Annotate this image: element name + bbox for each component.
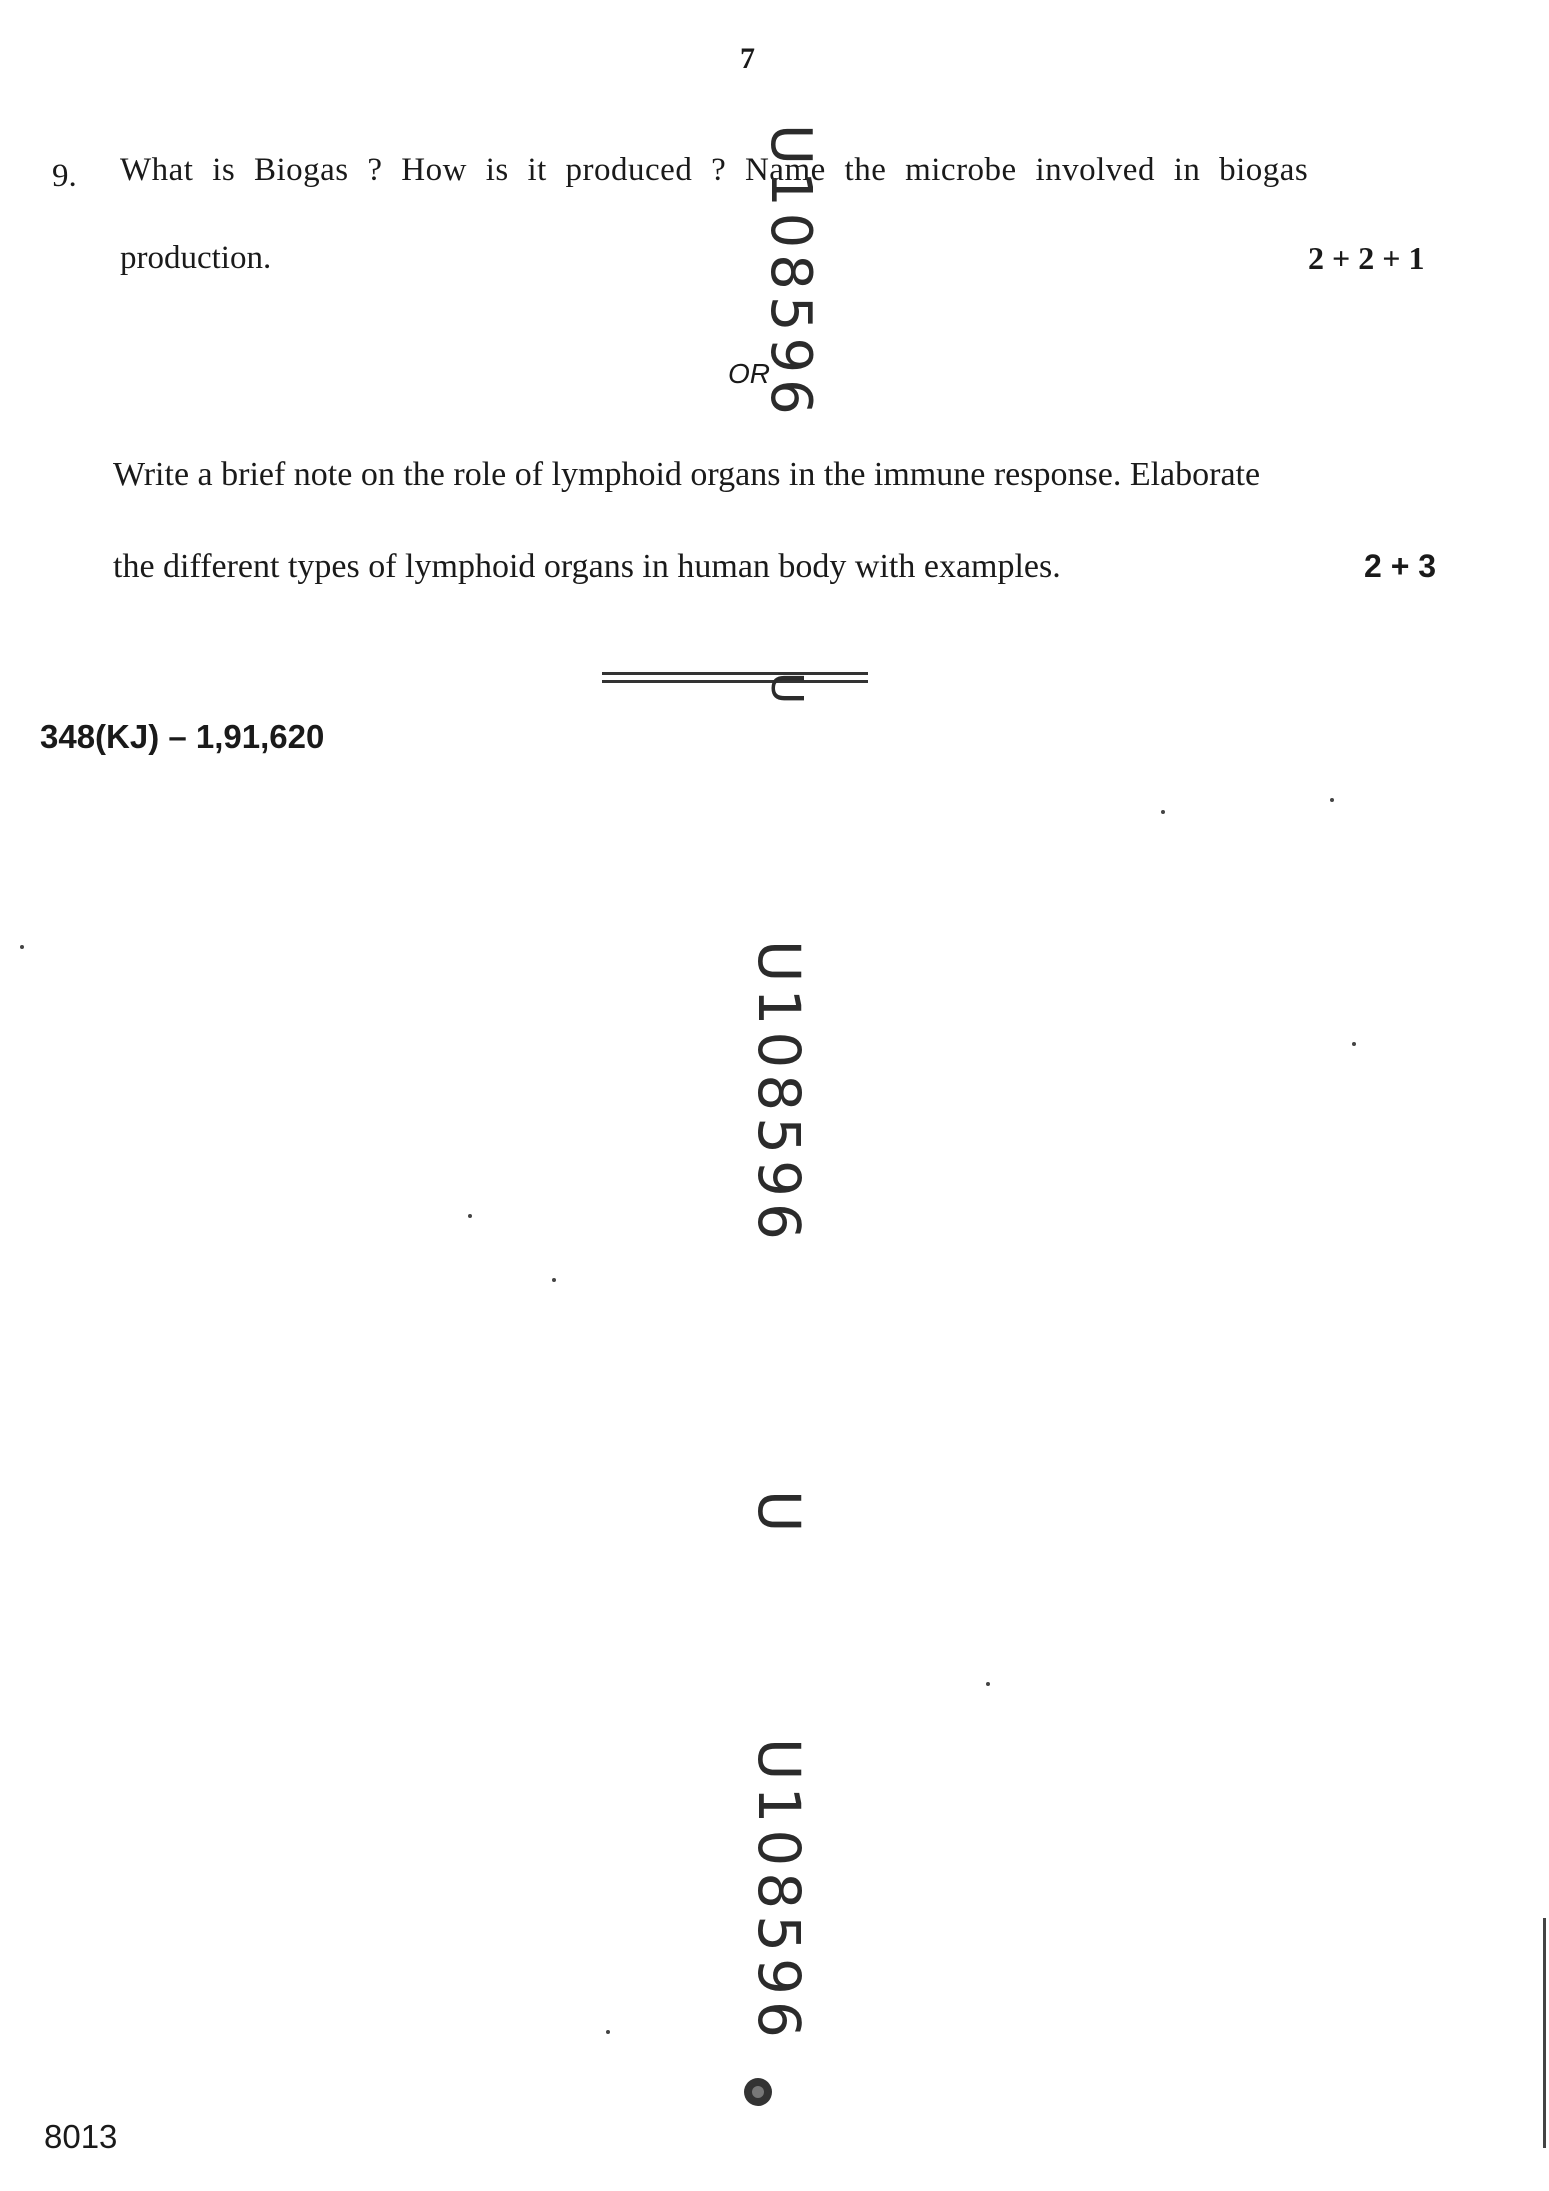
scan-speck bbox=[552, 1278, 556, 1282]
punch-hole-mark bbox=[744, 2078, 772, 2106]
alternative-question-line-1: Write a brief note on the role of lymphoid organs in the immune response. Elaborate bbox=[113, 456, 1261, 493]
question-number: 9. bbox=[52, 158, 77, 194]
scan-speck bbox=[986, 1682, 990, 1686]
sheet-code: 8013 bbox=[44, 2118, 118, 2155]
scan-speck bbox=[1330, 798, 1334, 802]
serial-stamp-middle: U108596 bbox=[745, 940, 813, 1246]
serial-stamp-fragment: U bbox=[761, 672, 812, 711]
or-separator: OR bbox=[728, 358, 770, 389]
page-number: 7 bbox=[740, 42, 755, 75]
question-text-line-2: production. bbox=[120, 240, 272, 276]
alternative-question-marks: 2 + 3 bbox=[1364, 548, 1437, 584]
scan-edge-mark bbox=[1543, 1918, 1546, 2148]
scan-speck bbox=[20, 945, 24, 949]
serial-stamp-bottom: U108596 bbox=[745, 1738, 813, 2044]
serial-stamp-top: U108596 bbox=[758, 124, 823, 421]
paper-code: 348(KJ) – 1,91,620 bbox=[40, 718, 325, 755]
scan-speck bbox=[1352, 1042, 1356, 1046]
scan-speck bbox=[1161, 810, 1165, 814]
question-marks: 2 + 2 + 1 bbox=[1308, 240, 1425, 276]
serial-stamp-single-letter: U bbox=[745, 1490, 813, 1539]
alternative-question-line-2: the different types of lymphoid organs in human body with examples. bbox=[113, 548, 1061, 585]
scan-speck bbox=[606, 2030, 610, 2034]
scan-speck bbox=[468, 1214, 472, 1218]
question-text-line-1: What is Biogas ? How is it produced ? Name the microbe involved in biogas bbox=[120, 152, 1309, 188]
end-of-questions-rule bbox=[602, 672, 868, 683]
